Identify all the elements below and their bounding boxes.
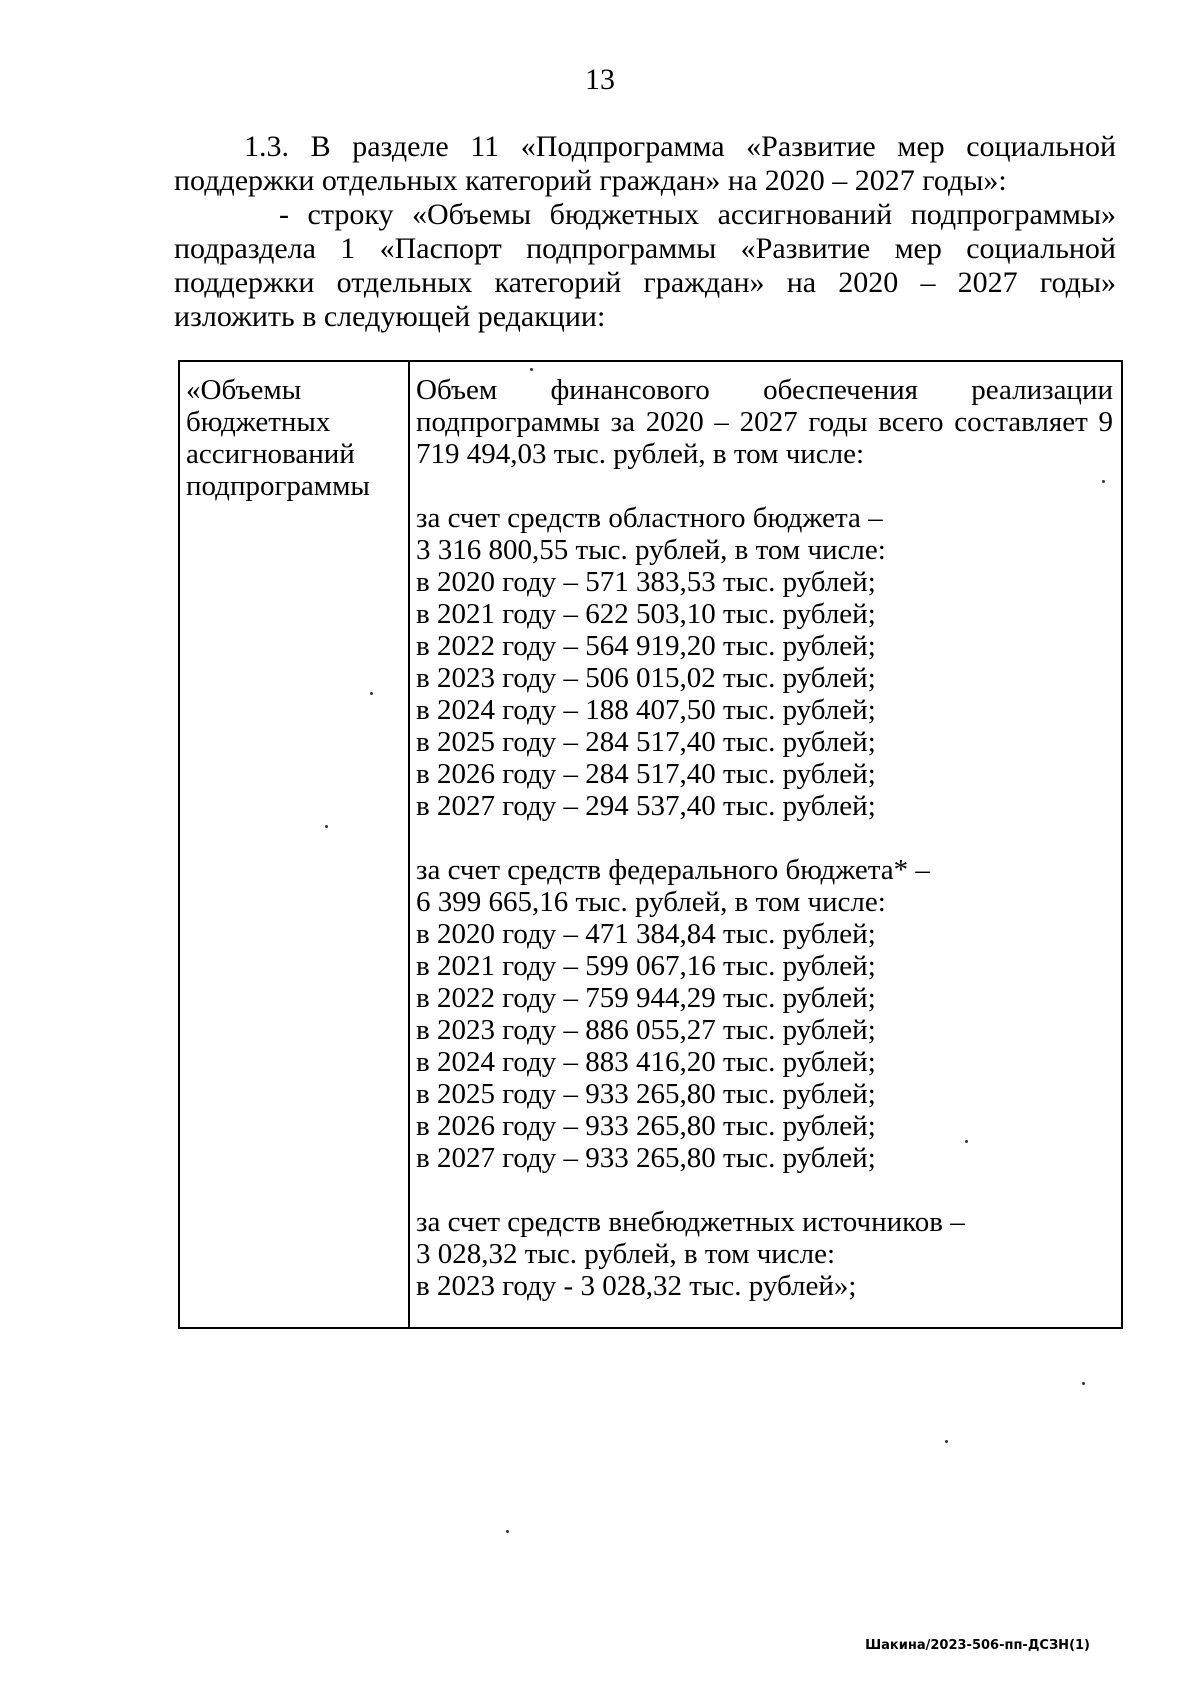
funding-group: [416, 502, 1113, 822]
intro-paragraph-1: 1.3. В разделе 11 «Подпрограмма «Развитие мер социальной поддержки отдельных категорий граждан» на 2020 – 2027 годы»:: [174, 130, 1116, 197]
funding-year-line: в 2021 году – 599 067,16 тыс. рублей;: [416, 950, 876, 982]
scan-speck: [1082, 1382, 1085, 1385]
intro-text: [174, 130, 1116, 334]
funding-year-line: в 2024 году – 188 407,50 тыс. рублей;: [416, 694, 876, 726]
funding-year-line: в 2021 году – 622 503,10 тыс. рублей;: [416, 598, 876, 630]
scan-speck: [530, 368, 533, 371]
funding-year-line: в 2025 году – 284 517,40 тыс. рублей;: [416, 726, 876, 758]
funding-group: [416, 1206, 1113, 1302]
funding-year-line: в 2024 году – 883 416,20 тыс. рублей;: [416, 1046, 876, 1078]
funding-source-total: 3 316 800,55 тыс. рублей, в том числе:: [416, 534, 886, 566]
funding-source-total: 6 399 665,16 тыс. рублей, в том числе:: [416, 886, 886, 918]
funding-year-line: в 2023 году – 886 055,27 тыс. рублей;: [416, 1014, 876, 1046]
scan-speck: [325, 825, 328, 828]
funding-year-line: в 2025 году – 933 265,80 тыс. рублей;: [416, 1078, 876, 1110]
row-label-line: бюджетных: [186, 406, 331, 438]
funding-year-line: в 2026 году – 284 517,40 тыс. рублей;: [416, 758, 876, 790]
funding-group: [416, 854, 1113, 1174]
funding-year-line: в 2027 году – 294 537,40 тыс. рублей;: [416, 790, 876, 822]
row-label-line: ассигнований: [186, 438, 355, 470]
funding-year-line: в 2027 году – 933 265,80 тыс. рублей;: [416, 1142, 876, 1174]
row-content-cell: [409, 361, 1122, 1328]
funding-source-title: за счет средств федерального бюджета* –: [416, 854, 930, 886]
budget-allocations-table: [178, 360, 1123, 1329]
intro-paragraph-2: - строку «Объемы бюджетных ассигнований подпрограммы» подраздела 1 «Паспорт подпрограммы «Развитие мер социальной поддержки отдельных категорий граждан» на 2020 – 2027 годы» изложить в следующей редакции:: [174, 198, 1116, 333]
funding-year-line: в 2023 году – 506 015,02 тыс. рублей;: [416, 662, 876, 694]
scan-speck: [965, 1140, 968, 1143]
funding-year-line: в 2020 году – 471 384,84 тыс. рублей;: [416, 918, 876, 950]
scan-speck: [945, 1440, 948, 1443]
document-code: Шакина/2023-506-пп-ДСЗН(1): [865, 1638, 1090, 1653]
row-label-line: подпрограммы: [186, 470, 370, 502]
row-label-line: «Объемы: [186, 374, 302, 406]
page-number: 13: [585, 63, 615, 96]
table-row: [179, 361, 1122, 1328]
scan-speck: [1102, 480, 1105, 483]
funding-summary: Объем финансового обеспечения реализации подпрограммы за 2020 – 2027 годы всего составляет 9 719 494,03 тыс. рублей, в том числе:: [416, 374, 1113, 470]
funding-year-line: в 2026 году – 933 265,80 тыс. рублей;: [416, 1110, 876, 1142]
funding-groups: [416, 502, 1113, 1302]
funding-source-title: за счет средств внебюджетных источников –: [416, 1206, 965, 1238]
funding-year-line: в 2020 году – 571 383,53 тыс. рублей;: [416, 566, 876, 598]
funding-year-line: в 2023 году - 3 028,32 тыс. рублей»;: [416, 1270, 857, 1302]
scan-speck: [506, 1530, 509, 1533]
funding-source-title: за счет средств областного бюджета –: [416, 502, 883, 534]
funding-year-line: в 2022 году – 564 919,20 тыс. рублей;: [416, 630, 876, 662]
funding-source-total: 3 028,32 тыс. рублей, в том числе:: [416, 1238, 836, 1270]
scan-speck: [370, 692, 373, 695]
funding-year-line: в 2022 году – 759 944,29 тыс. рублей;: [416, 982, 876, 1014]
row-label-cell: [179, 361, 409, 1328]
